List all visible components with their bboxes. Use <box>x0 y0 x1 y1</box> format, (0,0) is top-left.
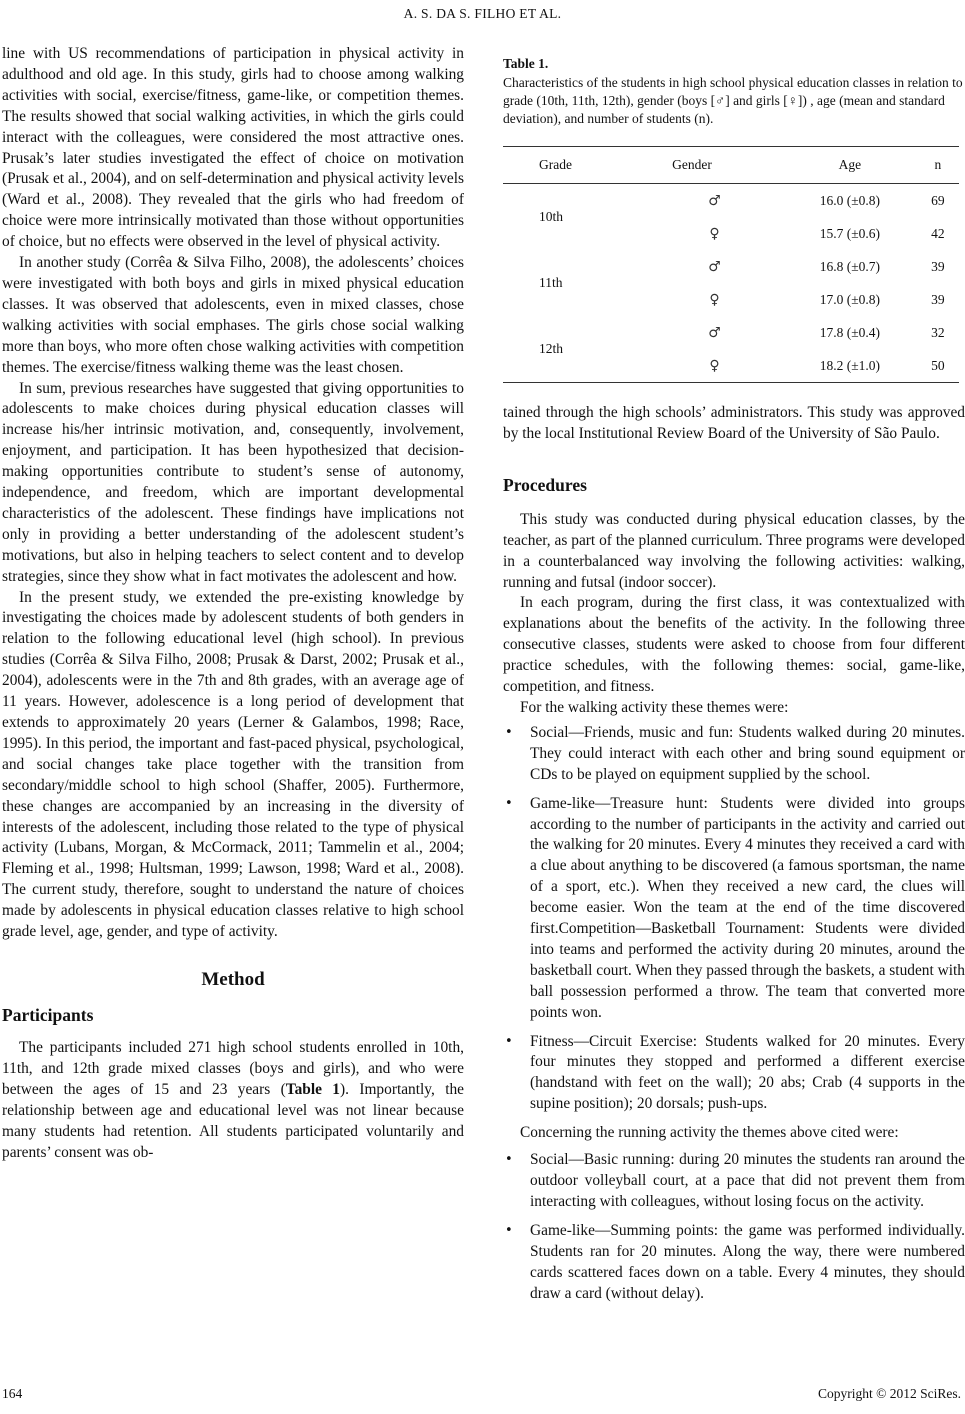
grade-cell: 11th <box>539 275 563 290</box>
body-paragraph: line with US recommendations of participation in physical activity in adulthood and old age. In this study, girls had to choose among walking activities with social, exercise/fitness, game-like, or competition themes. The results showed that social walking activities, in which the girls could interact with the colleagues, were considered the most attractive ones. Prusak’s later studies investigated the effect of choice on motivation (Prusak et al., 2004), and on self-determination and physical activity levels (Ward et al., 2008). They revealed that the girls who had freedom of choice were more intrinsically motivated than those without opportunities of choice, but no effects were observed in the level of physical activity. <box>2 45 464 251</box>
body-paragraph: tained through the high schools’ administrators. This study was approved by the local Institutional Review Board of the University of São Paulo. <box>503 404 965 442</box>
bullet-icon: • <box>505 1152 513 1168</box>
table-header-n: n <box>917 147 959 184</box>
age-cell: 17.8 (±0.4) <box>819 324 880 340</box>
copyright-notice: Copyright © 2012 SciRes. <box>817 1386 961 1401</box>
n-cell: 39 <box>931 258 945 274</box>
age-cell: 18.2 (±1.0) <box>783 349 917 383</box>
age-cell: 17.0 (±0.8) <box>819 291 880 307</box>
bullet-icon: • <box>505 1222 513 1238</box>
n-cell: 32 <box>931 324 945 340</box>
running-theme-list <box>503 1150 965 1304</box>
participants-text-part2: ). Importantly, the relationship between age and educational level was not linear because many students had retention. All students participated voluntarily and parents’ consent was ob- <box>2 1080 465 1161</box>
age-cell: 16.8 (±0.7) <box>819 258 880 274</box>
bullet-icon: • <box>505 724 513 740</box>
walking-theme-list <box>503 723 965 1115</box>
age-cell: 15.7 (±0.6) <box>819 225 880 241</box>
grade-cell: 12th <box>503 316 646 383</box>
body-paragraph: This study was conducted during physical education classes, by the teacher, as part of the planned curriculum. Three programs were developed in a counterbalanced way involving the following activities: walking, running and futsal (indoor soccer). <box>503 510 965 591</box>
section-heading-method: Method <box>201 968 265 990</box>
male-symbol-icon: ♂ <box>708 192 721 209</box>
running-head: A. S. DA S. FILHO ET AL. <box>403 6 562 21</box>
male-symbol-icon: ♂ <box>708 258 721 275</box>
right-column <box>503 44 965 1312</box>
table-header-grade: Grade <box>503 147 646 184</box>
female-symbol-icon: ♀ <box>646 349 783 383</box>
n-cell: 50 <box>917 349 959 383</box>
male-symbol-icon: ♂ <box>708 324 721 341</box>
participants-text-part1: The participants included 271 high school students enrolled in 10th, 11th, and 12th grade mixed classes (boys and girls), and who were between the ages of 15 and 23 years ( <box>2 1038 464 1098</box>
body-paragraph: For the walking activity these themes were: <box>520 698 789 716</box>
body-paragraph: In each program, during the first class, it was contextualized with explanations about the benefits of the activity. In the following three consecutive classes, students were asked to choose from four different practice schedules, with the following themes: social, game-like, competition, and fitness. <box>503 594 965 696</box>
table-caption: Characteristics of the students in high school physical education classes in relation to grade (10th, 11th, 12th), gender (boys [♂] and girls [♀]) , age (mean and standard deviation), and number of students (n). <box>503 75 963 126</box>
grade-cell: 10th <box>539 209 564 224</box>
table-title: Table 1. <box>503 56 549 71</box>
list-item: • Fitness—Circuit Exercise: Students walked for 20 minutes. Every four minutes they stopped and performed a different exercise (handstand with feet on the wall); 20 abs; Crab (4 supports in the supine position); 20 dorsals; push-ups. <box>505 1032 965 1113</box>
age-cell: 16.0 (±0.8) <box>819 192 880 208</box>
section-heading-participants: Participants <box>2 1004 94 1025</box>
body-paragraph: Concerning the running activity the themes above cited were: <box>520 1124 899 1142</box>
list-item: • Social—Friends, music and fun: Students walked during 20 minutes. They could interact with each other and bring sound equipment or CDs to be played on equipment supplied by the school. <box>505 723 965 783</box>
table-header-row <box>503 147 959 184</box>
bullet-icon: • <box>505 795 513 811</box>
n-cell: 39 <box>931 291 945 307</box>
table-row <box>503 316 959 349</box>
characteristics-table <box>503 146 959 383</box>
female-symbol-icon: ♀ <box>709 291 720 308</box>
table-header-gender: Gender <box>646 147 783 184</box>
table-row <box>503 250 959 283</box>
body-paragraph: In another study (Corrêa & Silva Filho, 2008), the adolescents’ choices were investigated with both boys and girls in mixed physical education classes. It was observed that adolescents, even in mixed classes, chose walking activities with social emphases. The girls chose social walking more than boys, who more often chose walking activities with competition themes. The exercise/fitness walking theme was the least chosen. <box>2 254 464 376</box>
table-row <box>503 184 959 218</box>
n-cell: 42 <box>931 225 945 241</box>
list-item: • Game-like—Summing points: the game was performed individually. Students ran for 20 minutes. Along the way, there were numbered cards scattered faces down on a table. Every 4 minutes, they should draw a card (without delay). <box>505 1221 965 1302</box>
section-heading-procedures: Procedures <box>503 474 587 495</box>
page-number: 164 <box>2 1386 23 1401</box>
n-cell: 69 <box>931 192 945 208</box>
participants-paragraph <box>2 1038 464 1163</box>
body-paragraph: In sum, previous researches have suggested that giving opportunities to adolescents to make choices during physical education classes will increase his/her intrinsic motivation, and, consequently, involvement, enjoyment, and participation. It has been hypothesized that decision-making opportunities contribute to student’s sense of autonomy, independence, and freedom, which are important developmental characteristics of the adolescent. These findings have implications not only in providing a better understanding of the adolescent student’s motivations, but also in helping teachers to select content and to develop strategies, since they show what in fact motivates the adolescent and how. <box>2 379 464 585</box>
bullet-icon: • <box>505 1033 513 1049</box>
left-column <box>2 44 464 1163</box>
female-symbol-icon: ♀ <box>709 225 720 242</box>
list-item: • Social—Basic running: during 20 minutes the students ran around the outdoor volleyball court, at a pace that did not prevent them from interacting with colleagues, without losing focus on the activity. <box>505 1151 965 1210</box>
table-header-age: Age <box>783 147 917 184</box>
table-reference: Table 1 <box>285 1080 340 1098</box>
body-paragraph: In the present study, we extended the pre-existing knowledge by investigating the choices made by adolescent students of both genders in relation to the following educational level (high school). In previous studies (Corrêa & Silva Filho, 2008; Prusak & Darst, 2002; Prusak et al., 2004), adolescents were in the 7th and 8th grades, with an average age of 11 years. However, adolescence is a long period of development that extends to approximately 20 years (Lerner & Galambos, 1998; Race, 1995). In this period, the important and fast-paced physical, psychological, and social changes take place together with the transition from secondary/middle school to high school (Shaffer, 2005). Furthermore, these changes are accompanied by an increasing in the diversity of interests of the adolescent, including those related to the type of physical activity (Lubans, Morgan, & McCormack, 2011; Tammelin et al., 2004; Fleming et al., 1998; Hultsman, 1999; Lawson, 1998; Ward et al., 2008). The current study, therefore, sought to understand the nature of choices made by adolescents in physical education classes relative to high school grade level, age, gender, and type of activity. <box>2 588 464 941</box>
list-item: • Game-like—Treasure hunt: Students were divided into groups according to the number of participants in the activity and carried out the walking for 20 minutes. Every 4 minutes they received a card with a clue about anything to be discovered (a famous sportsman, the name of a sport, etc.). When they received a new card, the clues will become easier. Won the team at the end of the time discovered first.Competition—Basketball Tournament: Students were divided into teams and performed the activity during 20 minutes, around the basketball court. When they passed through the baskets, a student with ball possession performed a throw. The team that converted more points won. <box>505 794 965 1021</box>
